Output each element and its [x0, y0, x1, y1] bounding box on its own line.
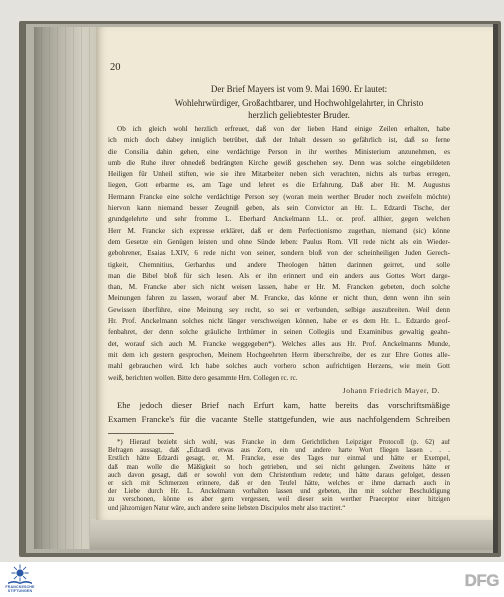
footnote-line: und jähzornigen Natur wäre, auch andere seine liebsten Discipulos mehr also tractiret.“	[108, 504, 346, 512]
letter-line: Herr M. Francke sich expresse erkläret, daß er dem Perfectionismo zugethan, niemand (sic) könne	[108, 226, 450, 235]
footnote-line: *) Hierauf bezieht sich wohl, was Francke in dem Gerichtlichen Leipziger Protocoll (p. 62) auf	[117, 439, 450, 446]
letter-line: gebohrener, Esaias LXIV, 6 rede nicht von seiner, sondern bloß von der scheinheiligen Juden Gerech-	[108, 249, 450, 258]
letter-line: ich mich doch dabey inniglich betrübet, daß der Inhalt dessen so gefährlich ist, daß so ferne	[108, 136, 450, 145]
footnote-separator	[108, 433, 174, 434]
logo-text-line: FRANCKESCHE	[5, 585, 35, 589]
letter-line: Heiligen für Unheil stiften, wie sie ihre Mitarbeiter neben sich verachten, nichts als turbas erregen,	[108, 170, 450, 179]
letter-line: Ob ich gleich wohl herzlich erfreuet, daß von der lieben Hand einige Zeilen erhalten, habe	[117, 125, 450, 133]
logo-text-line: STIFTUNGEN	[7, 589, 33, 594]
letter-line: man die Bibel bloß für sich lesen. Als er ihn erinnert und ein anders aus Gottes Wort darge-	[108, 271, 450, 280]
footnote-line: zu verschonen, könne es aber gern vergessen, weil dieser sein werther Praeceptor einer hitzigen	[108, 496, 450, 504]
letter-heading: Der Brief Mayers ist vom 9. Mai 1690. Er lautet:	[210, 84, 388, 94]
book-page	[96, 27, 493, 520]
footnote-line: Erstlich hätte Edzardi gesagt, er, M. Francke, esse des Tages nur einmal und hätte er Exempel,	[108, 455, 450, 463]
letter-signature: Johann Friedrich Mayer, D.	[342, 386, 440, 395]
continuation-line: Ehe jedoch dieser Brief nach Erfurt kam, hatte bereits das vorschriftsmäßige	[117, 400, 450, 410]
footnote	[108, 439, 450, 513]
letter-line: mahl gebrauchen wird. Ich habe solches auch vorhero schon aufrichtigen Herzens, wie mein Gott	[108, 362, 450, 371]
continuation-paragraph	[108, 399, 450, 426]
letter-line: liegen, Gott erbarme es, am Tage und lehret es die Erfahrung. Daß aber Hr. M. Augustus	[108, 181, 450, 190]
letter-line: grundgelehrte und sehr fromme L. Eberhard Anckelmann LL. or. prof. allhier, gegen welchen	[108, 215, 450, 224]
salutation-line: herzlich geliebtester Bruder.	[248, 110, 350, 120]
letter-line: fenbahret, der denn solche gräuliche Irrthümer in seinen Collegiis und Examinibus gewaltig geahn-	[108, 328, 450, 337]
dfg-logo[interactable]: DFG	[464, 571, 499, 590]
letter-line: die Consilia dahin gehen, eine verdächtige Person in ihr werthes Ministerium anzunehmen, es	[108, 147, 450, 156]
footnote-line: daß man wolle die Mäßigkeit so hoch getrieben, und sei nicht gelungen. Zweitens hätte er	[108, 463, 450, 471]
franckesche-stiftungen-emblem-icon	[5, 564, 35, 585]
footnote-rule	[108, 433, 174, 434]
letter-line: Gewissen überführe, eine Meinung sey recht, so sei er verbunden, selbige auszubreiten. Weil denn	[108, 305, 450, 314]
footnote-line: er sich mit Schmerzen erinnere, daß er den Teufel hätte, welches er ihme darnach auch in	[108, 479, 450, 487]
salutation-line: Wohlehrwürdiger, Großachtbarer, und Hochwohlgelahrter, in Christo	[174, 98, 424, 108]
letter-line: Hr. Prof. Anckelmann solches nicht länger verschweigen können, habe er es dem Hr. L. Edzardo geof-	[108, 317, 450, 326]
letter-line: than, M. Francke aber sich nicht weisen lassen, habe er Hr. M. Francken gebeten, doch solche	[108, 283, 450, 292]
page-number: 20	[110, 62, 121, 73]
letter-line: hiervon kann niemand besser Zeugniß geben, als sein Convictor an Hr. L. Edzardi Tische, der	[108, 204, 450, 213]
continuation-line: Examen Francke's für die vacante Stelle stattgefunden, wie aus nachfolgendem Schreiben	[108, 413, 450, 424]
page-bottom-edge	[90, 519, 494, 550]
footnote-line: auch davon gesagt, daß er sowohl von dem Christenthum redete; und hätte daraus gefolget, dessen	[108, 471, 450, 479]
footnote-line: der Liebe durch Hr. L. Anckelmann vorhalten lassen und gebeten, ihn mit solcher Beschuldigung	[108, 488, 450, 496]
letter-line: mit dem ich gestern gesprochen, Meinem Hochgeehrten Herrn überschreibe, der es zur Ehre Gottes alle-	[108, 350, 450, 359]
page-stack-edge	[34, 27, 98, 549]
footnote-line: Befragen aussagt, daß „Edzardi etwas aus Zorn, ein und andere harte Wort fliegen lassen . . .	[108, 447, 450, 455]
letter-body	[108, 124, 450, 384]
letter-line: Meinungen fahren zu lassen, worauf aber M. Francke, das könne er nicht thun, denn wenn ihn sein	[108, 294, 450, 303]
letter-line: tigkeit, Chemnitius, Gerhardus und andere Theologen hätten darinnen geirret, und solle	[108, 260, 450, 269]
letter-line: Hermann Francke eine solche verdächtige Person sey (woran mein werther Bruder noch zweifeln möchte)	[108, 192, 450, 201]
letter-line: dem Gesetze ein Genügen leisten und ohne Sünde leben: Paulus Rom. VII rede nicht als ein Wieder-	[108, 237, 450, 246]
next-page-edge	[493, 24, 498, 553]
letter-line: umb die Ruhe ihrer ohnedeß bedrängten Kirche gewiß geschehen sey. Denn was solche eingebildeten	[108, 158, 450, 167]
letter-line: det, worauf sich auch M. Francke weggegeben*). Welches alles aus Hr. Prof. Anckelmanns Munde,	[108, 339, 450, 348]
letter-line: weiß, berichten wollen. Bitte dero gesammte Hrn. Collegen rc. rc.	[108, 373, 298, 382]
franckesche-stiftungen-logo[interactable]	[3, 564, 37, 596]
